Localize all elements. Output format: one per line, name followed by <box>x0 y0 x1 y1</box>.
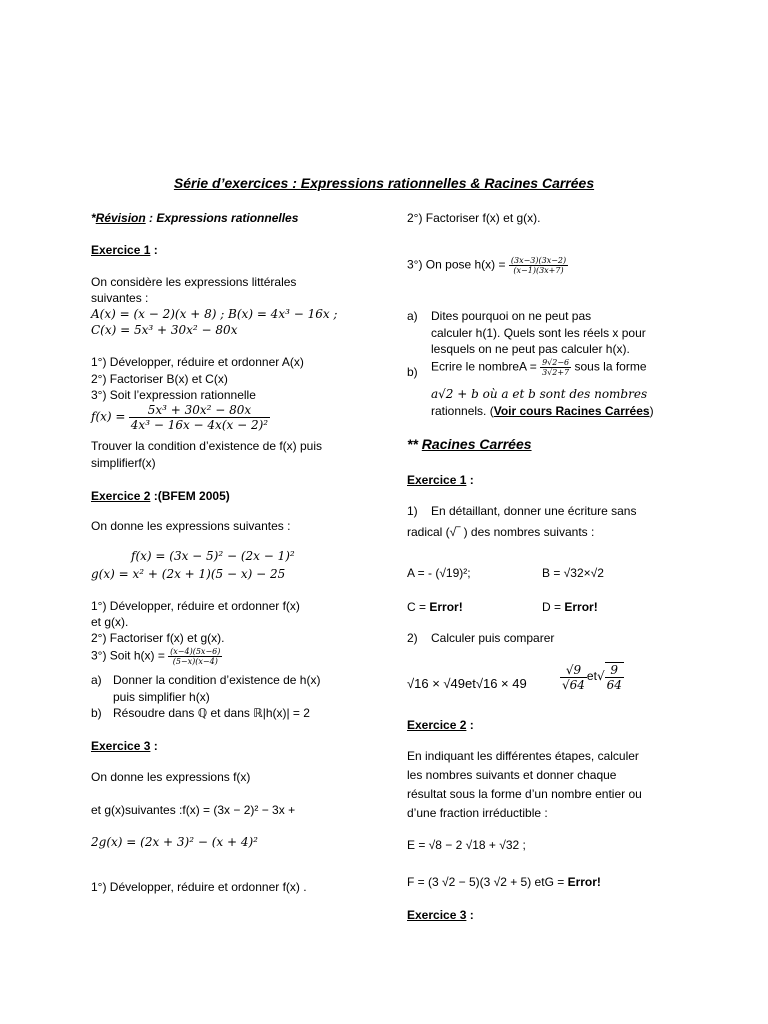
rc-ex1-item1-line1: En détaillant, donner une écriture sans <box>431 504 637 518</box>
page-title: Série d’exercices : Expressions rationnelles & Racines Carrées <box>173 175 595 191</box>
section-racines-heading: ** Racines Carrées <box>407 436 532 452</box>
rc-exercise-3-heading: Exercice 3 : <box>407 908 474 922</box>
ex1-question-3: 3°) Soit l’expression rationnelle <box>91 388 256 402</box>
right-item-b-label: b) <box>407 365 418 379</box>
rc-ex1-item2: Calculer puis comparer <box>431 631 555 645</box>
exercise-2-heading: Exercice 2 :(BFEM 2005) <box>91 489 230 503</box>
right-item-b-line1: Ecrire le nombreA = $\frac{9√2-6}{3√2+7}$ sous la forme <box>431 358 647 377</box>
right-item-a-line1: Dites pourquoi on ne peut pas <box>431 309 592 323</box>
rc-ex1-value-d: D = Error! <box>542 600 598 614</box>
exercise-1-heading: Exercice 1 : <box>91 243 158 257</box>
ex1-question-1: 1°) Développer, réduire et ordonner A(x) <box>91 355 304 369</box>
ex1-expression-c: C(x) = 5x³ + 30x² − 80x <box>91 323 238 337</box>
ex1-rational-expression: f(x) = $\frac{\text{5x³ + 30x² − 80x}}{\text{4x³ − 16x − 4x(x − 2)²}}$ <box>91 403 269 432</box>
rc-ex1-value-c: C = Error! <box>407 600 463 614</box>
rc-ex1-item1-line2: radical (√‾ ) des nombres suivants : <box>407 525 595 539</box>
ex2-expression-f: f(x) = (3x − 5)² − (2x − 1)² <box>131 549 295 563</box>
ex2-item-b-label: b) <box>91 706 102 720</box>
ex2-item-a-line1: Donner la condition d’existence de h(x) <box>113 673 321 687</box>
rc-ex2-value-e: E = √8 − 2 √18 + √32 ; <box>407 838 526 852</box>
course-link[interactable]: Voir cours Racines Carrées <box>493 404 650 418</box>
ex1-intro-line1: On considère les expressions littérales <box>91 275 297 289</box>
right-h-fraction: $\frac{(3x-3)(3x-2)}{(x-1)(3x+7)}$ <box>510 256 567 275</box>
rc-exercise-1-heading: Exercice 1 : <box>407 473 474 487</box>
rc-ex1-value-b: B = √32×√2 <box>542 566 604 580</box>
right-question-3: 3°) On pose h(x) = $\frac{(3x-3)(3x-2)}{(x-1)(3x+7)}$ <box>407 256 567 275</box>
right-item-a-label: a) <box>407 309 418 323</box>
right-item-a-line3: lesquels on ne peut pas calculer h(x). <box>431 342 630 356</box>
ex2-item-a-label: a) <box>91 673 102 687</box>
ex3-line3: 2g(x) = (2x + 3)² − (x + 4)² <box>91 835 258 849</box>
rc-exercise-2-heading: Exercice 2 : <box>407 718 474 732</box>
ex3-line1: On donne les expressions f(x) <box>91 770 251 784</box>
right-question-2: 2°) Factoriser f(x) et g(x). <box>407 211 541 225</box>
ex3-line4: 1°) Développer, réduire et ordonner f(x) . <box>91 880 307 894</box>
right-item-b-line2: a√2 + b où a et b sont des nombres <box>431 387 648 401</box>
section-revision-heading: *Révision : Expressions rationnelles <box>91 211 299 225</box>
rc-ex1-item1-label: 1) <box>407 504 418 518</box>
ex2-question-3: 3°) Soit h(x) = $\frac{(x-4)(5x-6)}{(5-x)(x-4)}$ <box>91 647 221 666</box>
ex3-line2: et g(x)suivantes :f(x) = (3x − 2)² − 3x + <box>91 803 296 817</box>
rc-ex2-line3: résultat sous la forme d’un nombre entier ou <box>407 787 642 801</box>
ex2-item-a-line2: puis simplifier h(x) <box>113 690 210 704</box>
rc-ex1-item2-label: 2) <box>407 631 418 645</box>
ex1-expression-a-b: A(x) = (x − 2)(x + 8) ; B(x) = 4x³ − 16x ; <box>91 307 338 321</box>
rc-ex1-compare-fractions: $\frac{√9}{√64}$ et√ $\frac{9}{64}$ <box>562 662 622 692</box>
rc-ex2-line1: En indiquant les différentes étapes, calculer <box>407 749 639 763</box>
ex2-intro: On donne les expressions suivantes : <box>91 519 291 533</box>
rc-ex2-value-f-g: F = (3 √2 − 5)(3 √2 + 5) etG = Error! <box>407 875 601 889</box>
ex1-condition-line1: Trouver la condition d’existence de f(x) puis <box>91 439 322 453</box>
ex2-item-b-line1: Résoudre dans ℚ et dans ℝ|h(x)| = 2 <box>113 706 310 720</box>
rc-ex1-compare-products: √16 × √49et√16 × 49 <box>407 676 527 691</box>
ex1-question-2: 2°) Factoriser B(x) et C(x) <box>91 372 228 386</box>
right-item-a-line2: calculer h(1). Quels sont les réels x pour <box>431 326 646 340</box>
rc-ex1-value-a: A = - (√19)²; <box>407 566 471 580</box>
ex1-condition-line2: simplifierf(x) <box>91 456 156 470</box>
right-a-fraction: $\frac{9√2-6}{3√2+7}$ <box>542 358 570 377</box>
ex2-h-fraction: $\frac{(x-4)(5x-6)}{(5-x)(x-4)}$ <box>170 647 221 666</box>
right-item-b-line3: rationnels. (Voir cours Racines Carrées) <box>431 404 654 418</box>
ex2-question-1b: et g(x). <box>91 615 129 629</box>
rc-ex2-line4: d’une fraction irréductible : <box>407 806 548 820</box>
ex2-question-1a: 1°) Développer, réduire et ordonner f(x) <box>91 599 300 613</box>
ex1-fraction: $\frac{\text{5x³ + 30x² − 80x}}{\text{4x³ − 16x − 4x(x − 2)²}}$ <box>130 403 269 432</box>
ex2-expression-g: g(x) = x² + (2x + 1)(5 − x) − 25 <box>91 567 286 581</box>
rc-ex2-line2: les nombres suivants et donner chaque <box>407 768 617 782</box>
ex2-question-2: 2°) Factoriser f(x) et g(x). <box>91 631 225 645</box>
exercise-3-heading: Exercice 3 : <box>91 739 158 753</box>
ex1-intro-line2: suivantes : <box>91 291 149 305</box>
